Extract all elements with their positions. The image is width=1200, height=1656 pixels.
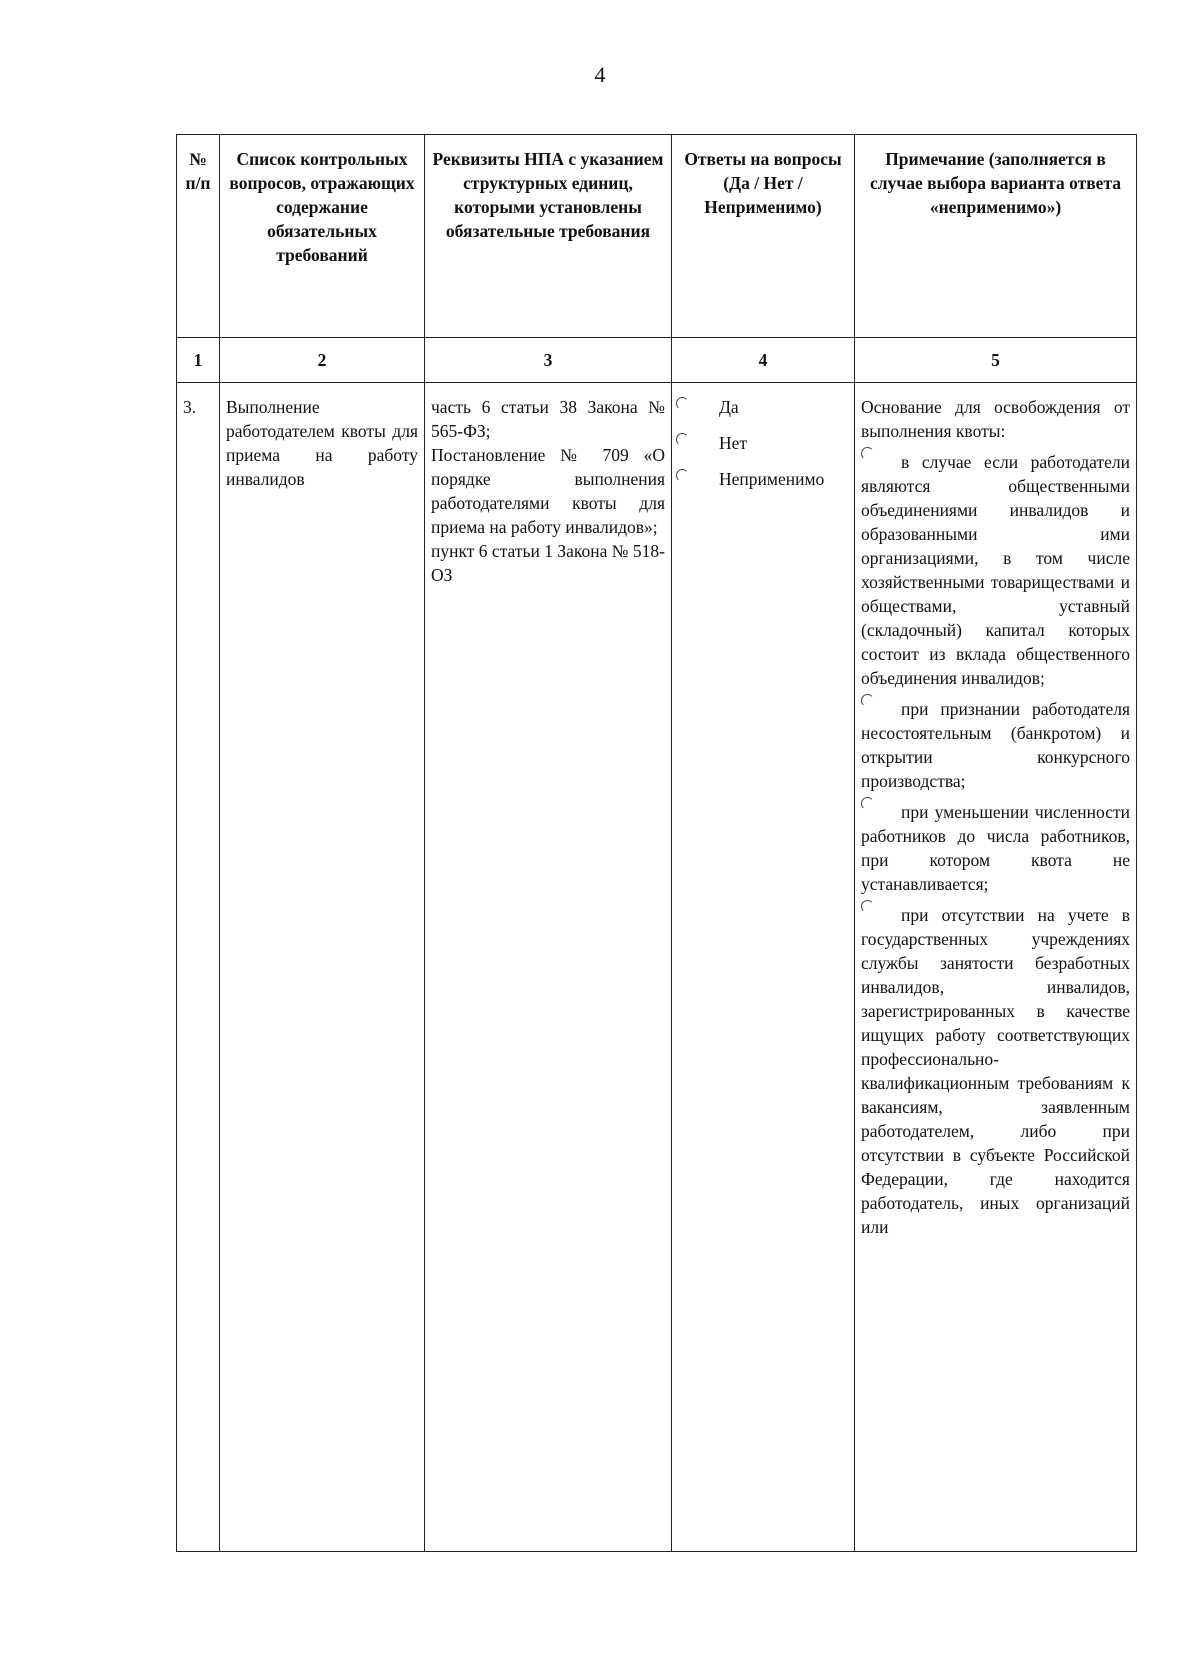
- npa-line: Постановление № 709 «О порядке выполнения работодателями квоты для приема на работу инвалидов»;: [431, 445, 665, 537]
- npa-line: пункт 6 статьи 1 Закона № 518-ОЗ: [431, 541, 665, 585]
- answer-label: Да: [719, 397, 739, 417]
- page-number: 4: [594, 62, 606, 87]
- column-number: 3: [425, 338, 672, 383]
- column-numbers-row: [177, 338, 1137, 383]
- answer-option-no[interactable]: [678, 431, 848, 455]
- header-number: № п/п: [177, 135, 220, 338]
- column-number: 4: [672, 338, 855, 383]
- npa-line: часть 6 статьи 38 Закона № 565-ФЗ;: [431, 397, 665, 441]
- answer-label: Неприменимо: [719, 469, 825, 489]
- answer-label: Нет: [719, 433, 748, 453]
- checklist-table: [176, 134, 1137, 1552]
- column-number: 2: [220, 338, 425, 383]
- row-question: Выполнение работодателем квоты для приема на работу инвалидов: [220, 383, 425, 1552]
- note-option[interactable]: [861, 797, 1130, 896]
- note-option-text: при признании работодателя несостоятельным (банкротом) и открытии конкурсного производства;: [861, 699, 1130, 791]
- row-number: 3.: [177, 383, 220, 1552]
- note-option[interactable]: [861, 447, 1130, 690]
- table-row: [177, 383, 1137, 1552]
- answer-option-yes[interactable]: [678, 395, 848, 419]
- column-number: 5: [855, 338, 1137, 383]
- note-option[interactable]: [861, 900, 1130, 1239]
- row-note: [855, 383, 1137, 1552]
- row-npa: [425, 383, 672, 1552]
- note-option-text: в случае если работодатели являются общественными объединениями инвалидов и образованными ими организациями, в том числе хозяйственными товариществами и обществами, уставный (складочный) капитал которых состоит из вклада общественного объединения инвалидов;: [861, 452, 1130, 688]
- header-question: Список контрольных вопросов, отражающих содержание обязательных требований: [220, 135, 425, 338]
- note-option[interactable]: [861, 694, 1130, 793]
- radio-icon[interactable]: [676, 469, 689, 482]
- radio-icon[interactable]: [676, 397, 689, 410]
- header-npa: Реквизиты НПА с указанием структурных единиц, которыми установлены обязательные требования: [425, 135, 672, 338]
- answer-option-not-applicable[interactable]: [678, 467, 848, 491]
- header-answers: Ответы на вопросы (Да / Нет / Неприменимо): [672, 135, 855, 338]
- note-option-text: при отсутствии на учете в государственных учреждениях службы занятости безработных инвалидов, инвалидов, зарегистрированных в качестве ищущих работу соответствующих профессионально-квалификационным требованиям к вакансиям, заявленным работодателем, либо при отсутствии в субъекте Российской Федерации, где находится работодатель, иных организаций или: [861, 905, 1130, 1237]
- row-answers: [672, 383, 855, 1552]
- header-row: [177, 135, 1137, 338]
- header-note: Примечание (заполняется в случае выбора варианта ответа «неприменимо»): [855, 135, 1137, 338]
- note-intro: Основание для освобождения от выполнения квоты:: [861, 397, 1130, 441]
- radio-icon[interactable]: [676, 433, 689, 446]
- note-option-text: при уменьшении численности работников до числа работников, при котором квота не устанавливается;: [861, 802, 1130, 894]
- column-number: 1: [177, 338, 220, 383]
